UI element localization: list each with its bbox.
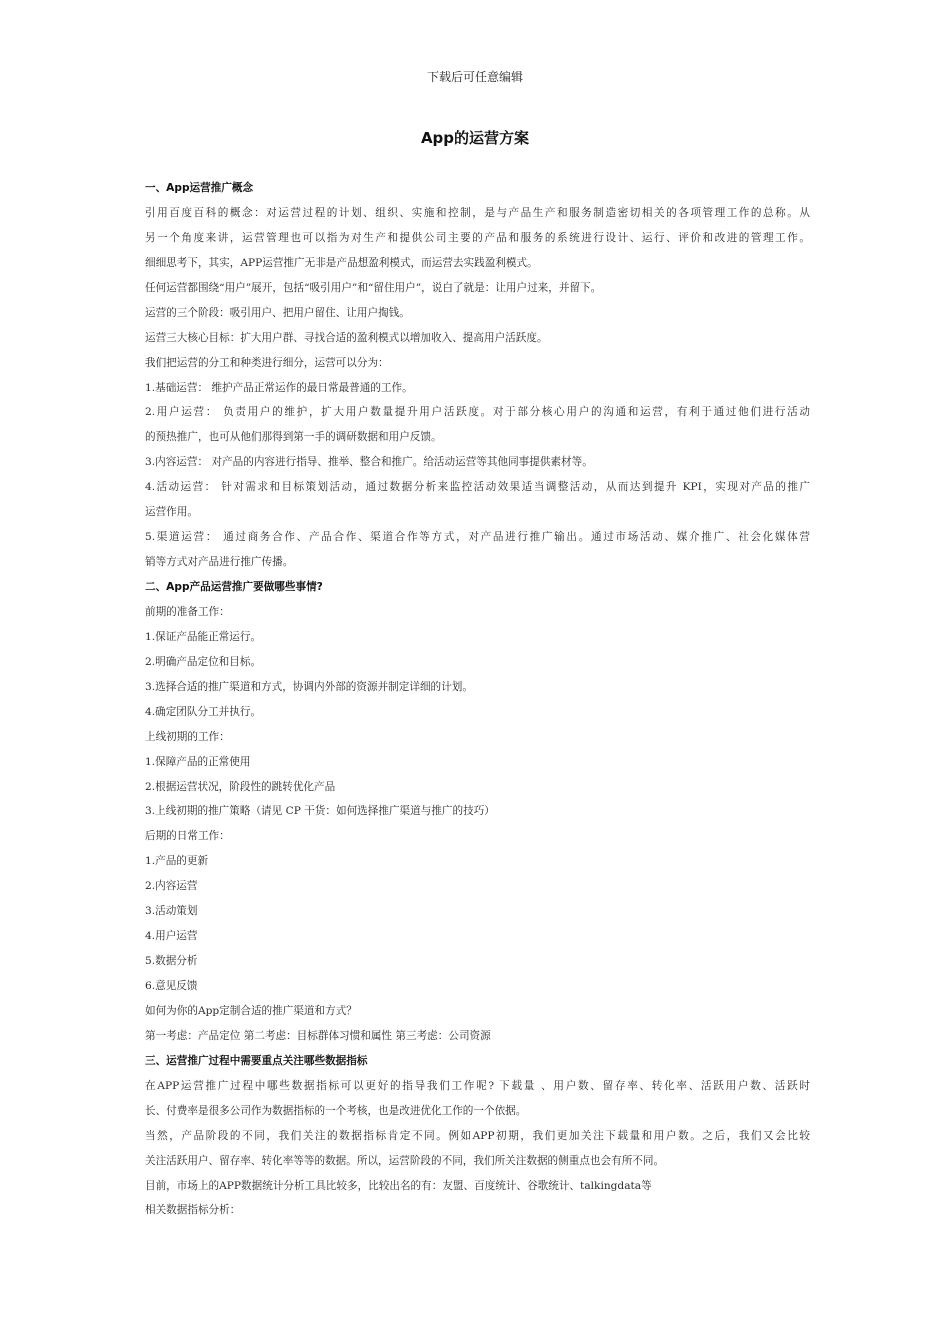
paragraph-line: 目前，市场上的APP数据统计分析工具比较多，比较出名的有：友盟、百度统计、谷歌统计、talkingdata等 [145,1179,652,1192]
paragraph-line: 引用百度百科的概念：对运营过程的计划、组织、实施和控制，是与产品生产和服务制造密切相关的各项管理工作的总称。从 [145,206,810,219]
paragraph-line: 1.保障产品的正常使用 [145,755,251,768]
paragraph-line: 的预热推广，也可从他们那得到第一手的调研数据和用户反馈。 [145,431,442,444]
paragraph-line: 1.产品的更新 [145,855,209,868]
paragraph-line: 第一考虑：产品定位 第二考虑：目标群体习惯和属性 第三考虑：公司资源 [145,1029,491,1042]
paragraph-line: 4.确定团队分工并执行。 [145,705,262,718]
paragraph-line: 当然，产品阶段的不同，我们关注的数据指标肯定不同。例如APP初期，我们更加关注下载量和用户数。之后，我们又会比较 [145,1129,810,1142]
paragraph-line: 5.数据分析 [145,955,198,968]
section-heading: 二、App产品运营推广要做哪些事情? [145,581,323,593]
paragraph-line: 3.活动策划 [145,905,198,918]
paragraph-line: 5.渠道运营： 通过商务合作、产品合作、渠道合作等方式，对产品进行推广输出。通过市场活动、媒介推广、社会化媒体营 [145,531,810,544]
document-title: App的运营方案 [420,129,530,147]
paragraph-line: 3.内容运营： 对产品的内容进行指导、推举、整合和推广。给活动运营等其他同事提供素材等。 [145,456,593,469]
paragraph-line: 3.上线初期的推广策略（请见 CP 干货：如何选择推广渠道与推广的技巧） [145,805,495,818]
header-note: 下载后可任意编辑 [426,70,523,84]
paragraph-line: 相关数据指标分析： [145,1204,241,1217]
paragraph-line: 6.意见反馈 [145,980,198,992]
paragraph-line: 在APP运营推广过程中哪些数据指标可以更好的指导我们工作呢? 下载量 、用户数、留存率、转化率、活跃用户数、活跃时 [145,1079,810,1092]
paragraph-line: 1.基础运营： 维护产品正常运作的最日常最普通的工作。 [145,381,413,394]
paragraph-line: 运营三大核心目标：扩大用户群、寻找合适的盈利模式以增加收入、提高用户活跃度。 [145,331,548,344]
paragraph-line: 上线初期的工作： [145,730,230,743]
section-heading: 一、App运营推广概念 [145,182,254,194]
paragraph-line: 2.根据运营状况，阶段性的跳转优化产品 [145,780,336,793]
section-heading: 三、运营推广过程中需要重点关注哪些数据指标 [145,1054,368,1067]
paragraph-line: 关注活跃用户、留存率、转化率等等的数据。所以，运营阶段的不同，我们所关注数据的侧重点也会有所不同。 [145,1154,665,1167]
paragraph-line: 运营作用。 [145,506,198,519]
paragraph-line: 运营的三个阶段：吸引用户、把用户留住、让用户掏钱。 [145,306,410,319]
paragraph-line: 2.明确产品定位和目标。 [145,655,262,668]
paragraph-line: 如何为你的App定制合适的推广渠道和方式？ [145,1004,357,1017]
paragraph-line: 我们把运营的分工和种类进行细分，运营可以分为： [145,356,389,369]
paragraph-line: 任何运营都围绕“用户”展开，包括“吸引用户”和“留住用户”，说白了就是：让用户过来，并留下。 [145,281,602,294]
paragraph-line: 2.用户运营： 负责用户的维护，扩大用户数量提升用户活跃度。对于部分核心用户的沟通和运营，有利于通过他们进行活动 [145,406,810,419]
paragraph-line: 4.活动运营： 针对需求和目标策划活动，通过数据分析来监控活动效果适当调整活动，从而达到提升 KPI，实现对产品的推广 [145,481,810,494]
paragraph-line: 1.保证产品能正常运行。 [145,630,262,643]
paragraph-line: 4.用户运营 [145,930,198,943]
paragraph-line: 销等方式对产品进行推广传播。 [145,556,294,569]
paragraph-line: 长、付费率是很多公司作为数据指标的一个考核，也是改进优化工作的一个依据。 [145,1104,527,1117]
paragraph-line: 另一个角度来讲，运营管理也可以指为对生产和提供公司主要的产品和服务的系统进行设计、运行、评价和改进的管理工作。 [145,231,810,244]
paragraph-line: 3.选择合适的推广渠道和方式，协调内外部的资源并制定详细的计划。 [145,680,473,693]
paragraph-line: 后期的日常工作： [145,830,230,843]
paragraph-line: 2.内容运营 [145,880,198,893]
paragraph-line: 细细思考下，其实，APP运营推广无非是产品想盈利模式，而运营去实践盈利模式。 [145,256,538,269]
paragraph-line: 前期的准备工作： [145,605,230,618]
document-body [145,176,810,1223]
